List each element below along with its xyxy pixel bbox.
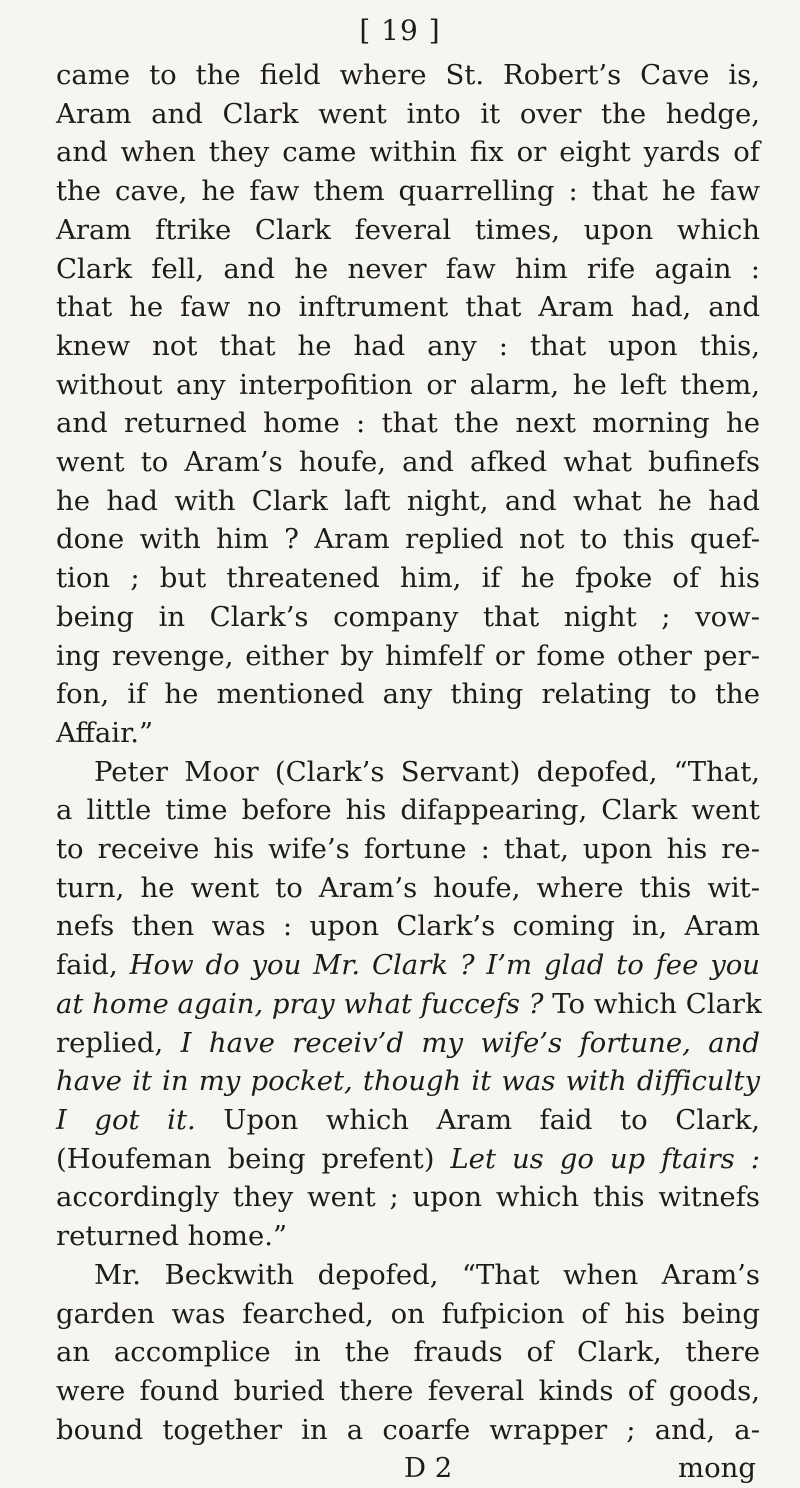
text-line: he had with Clark laft night, and what he had [56,484,760,517]
text-line: nefs then was : upon Clark’s coming in, Aram [56,910,760,943]
text-line: done with him ? Aram replied not to this quef- [56,523,760,556]
text-run: To which Clark [543,987,762,1020]
text-line: the cave, he faw them quarrelling : that he faw [56,175,760,208]
text-line: Aram ftrike Clark feveral times, upon which [56,213,760,246]
paragraph-start: Peter Moor (Clark’s Servant) depofed, “That, [94,755,760,788]
text-run: replied, [56,1026,181,1059]
text-line: without any interpofition or alarm, he left them, [56,368,760,401]
text-line: were found buried there feveral kinds of goods, [56,1374,760,1407]
text-line: Aram and Clark went into it over the hedge, [56,97,760,130]
text-line: came to the field where St. Robert’s Cave is, [56,59,760,91]
text-line: an accomplice in the frauds of Clark, there [56,1336,760,1369]
body-text [56,56,760,1488]
text-line: returned home.” [56,1220,288,1253]
text-line: tion ; but threatened him, if he fpoke of his [56,562,760,595]
italic-quote: Let us go up ftairs : [450,1142,760,1175]
text-run: (Houfeman being prefent) [56,1142,451,1175]
text-line: and when they came within fix or eight yards of [56,136,760,169]
italic-quote: How do you Mr. Clark ? I’m glad to fee you [129,949,760,982]
italic-quote: I got it. [56,1103,196,1136]
text-line: turn, he went to Aram’s houfe, where this wit- [56,871,760,904]
catchword: mong [678,1452,756,1485]
text-line-mixed [56,946,760,985]
text-line: a little time before his difappearing, Clark went [56,794,760,827]
text-line-mixed [56,985,760,1024]
text-line-mixed [56,1024,760,1063]
text-line: fon, if he mentioned any thing relating to the [56,678,760,711]
italic-quote: I have receiv’d my wife’s fortune, and [180,1026,760,1059]
text-run: Upon which Aram faid to Clark, [195,1103,760,1136]
text-line-mixed [56,1101,760,1140]
text-line: Clark fell, and he never faw him rife again : [56,252,760,285]
paragraph-start: Mr. Beckwith depofed, “That when Aram’s [94,1258,760,1291]
text-line: being in Clark’s company that night ; vow- [56,600,760,633]
text-run: faid, [56,949,130,982]
text-line: accordingly they went ; upon which this witnefs [56,1181,760,1214]
text-line-mixed [56,1140,760,1179]
text-line: bound together in a coarfe wrapper ; and, a- [56,1413,760,1446]
text-line: to receive his wife’s fortune : that, upon his re- [56,833,760,866]
italic-quote: have it in my pocket, though it was with difficulty [56,1065,760,1098]
text-line: that he faw no inftrument that Aram had, and [56,291,760,324]
text-line: went to Aram’s houfe, and afked what bufinefs [56,446,760,479]
page-footer [56,1449,760,1488]
text-line: garden was fearched, on fufpicion of his being [56,1297,760,1330]
signature-mark: D 2 [404,1452,453,1485]
text-line-mixed [56,1062,760,1101]
text-line: ing revenge, either by himfelf or fome other per- [56,639,760,672]
page-number: [ 19 ] [359,14,441,47]
text-line: Affair.” [56,716,154,749]
text-line: knew not that he had any : that upon this, [56,329,760,362]
italic-quote: at home again, pray what fuccefs ? [56,987,544,1020]
text-line: and returned home : that the next morning he [56,407,760,440]
